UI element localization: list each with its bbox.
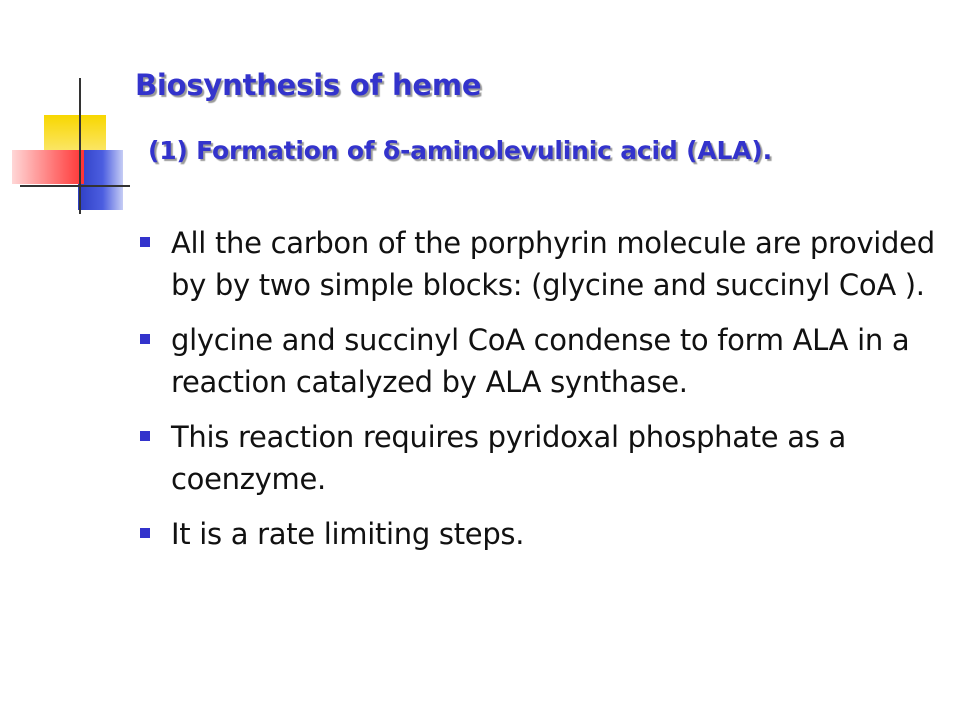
vertical-line: [79, 78, 81, 214]
bullet-item: [135, 319, 935, 403]
bullet-text: This reaction requires pyridoxal phosphate as a coenzyme.: [171, 420, 846, 496]
square-bullet-icon: [140, 528, 150, 538]
blue-square-shape: [78, 150, 123, 210]
square-bullet-icon: [140, 237, 150, 247]
horizontal-line: [20, 185, 130, 187]
bullet-item: [135, 222, 935, 306]
red-bar-shape: [12, 150, 84, 184]
bullet-list: [135, 222, 935, 568]
bullet-text: glycine and succinyl CoA condense to form ALA in a reaction catalyzed by ALA synthase.: [171, 323, 910, 399]
slide-title: Biosynthesis of heme: [135, 68, 482, 102]
slide-subtitle: (1) Formation of δ-aminolevulinic acid (ALA).: [148, 136, 772, 165]
square-bullet-icon: [140, 334, 150, 344]
bullet-text: It is a rate limiting steps.: [171, 517, 525, 551]
bullet-item: [135, 416, 935, 500]
bullet-text: All the carbon of the porphyrin molecule are provided by by two simple blocks: (glycine and succinyl CoA ).: [171, 226, 935, 302]
square-bullet-icon: [140, 431, 150, 441]
bullet-item: [135, 513, 935, 555]
